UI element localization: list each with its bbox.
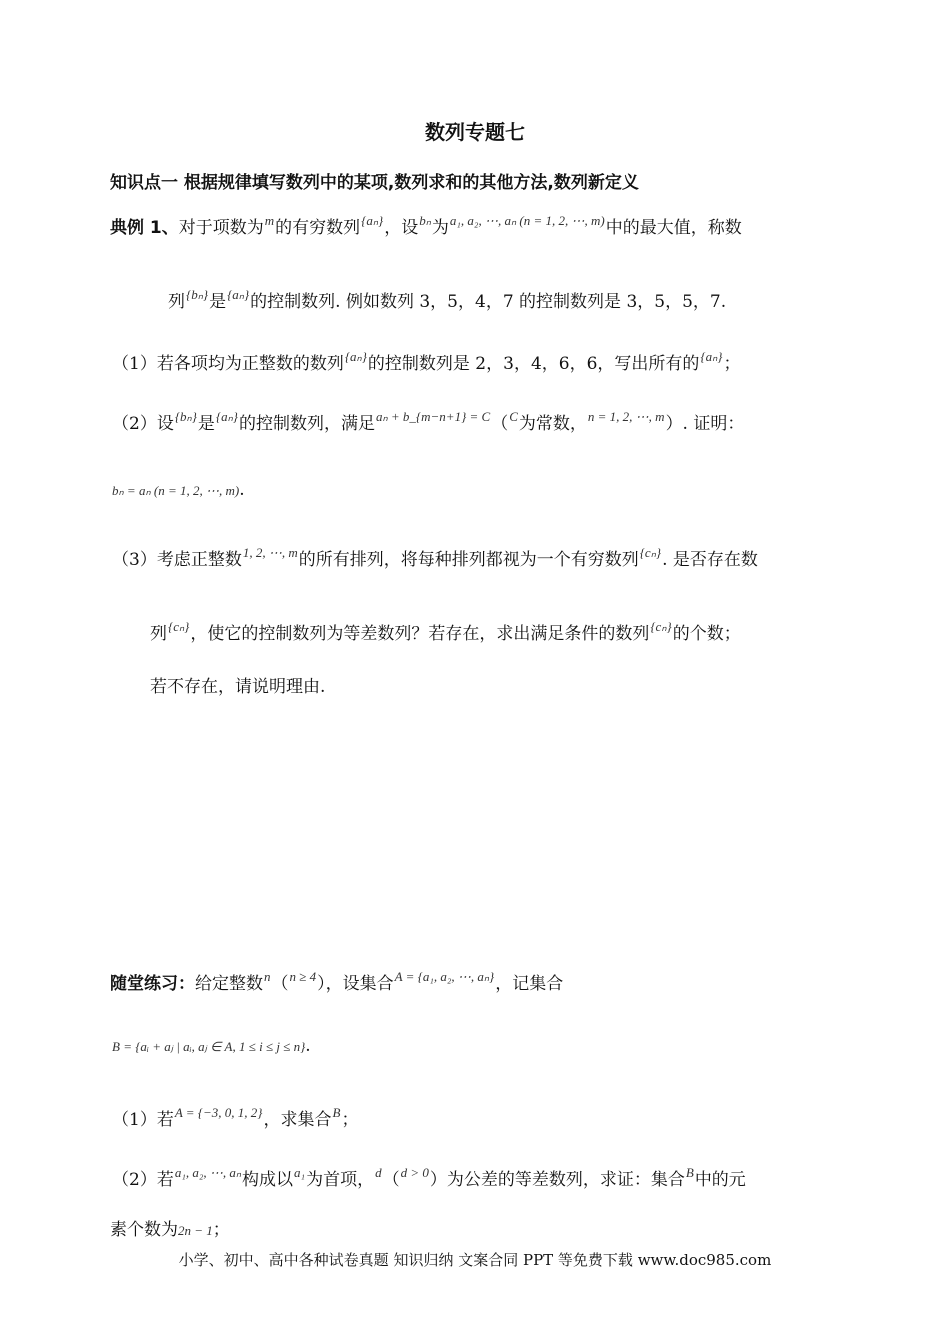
practice-question-1: （1）若$^{A = \{-3, 0, 1, 2\}}$，求集合$^B$； [112, 1105, 359, 1130]
question-2-line-1: （2）设$^{\{b_n\}}$是$^{\{a_n\}}$的控制数列，满足$^{a_n + b\_\{m-n+1\} = C}$（$^C$为常数，$^{n = 1, 2, \cdots, m}$）. 证明： [112, 409, 745, 434]
section-heading: 知识点一 根据规律填写数列中的某项,数列求和的其他方法,数列新定义 [110, 173, 639, 193]
example-line-2: 列$^{\{b_n\}}$是$^{\{a_n\}}$的控制数列. 例如数列 3，5，4，7 的控制数列是 3，5，5，7. [168, 287, 727, 312]
practice-line-1: 随堂练习：给定整数$^n$（$^{n \ge 4}$），设集合$^{A = \{a_1, a_2, \cdots, a_n\}}$，记集合 [110, 969, 564, 994]
example-label: 典例 1、 [110, 218, 179, 238]
question-1: （1）若各项均为正整数的数列$^{\{a_n\}}$的控制数列是 2，3，4，6，6，写出所有的$^{\{a_n\}}$； [112, 349, 741, 374]
question-2-line-2: bₙ = aₙ (n = 1, 2, ⋯, m). [112, 480, 245, 500]
question-3-line-3: 若不存在，请说明理由. [150, 677, 326, 697]
practice-label: 随堂练习： [110, 974, 195, 994]
practice-line-2: B = {aᵢ + aⱼ | aᵢ, aⱼ ∈ A, 1 ≤ i ≤ j ≤ n}. [112, 1036, 311, 1056]
footer-note: 小学、初中、高中各种试卷真题 知识归纳 文案合同 PPT 等免费下载 www.doc985.com [178, 1251, 772, 1269]
page-title: 数列专题七 [425, 120, 525, 144]
question-3-line-2: 列$^{\{c_n\}}$，使它的控制数列为等差数列？若存在，求出满足条件的数列$^{\{c_n\}}$的个数； [150, 619, 741, 644]
question-3-line-1: （3）考虑正整数$^{1, 2, \cdots, m}$的所有排列，将每种排列都视为一个有穷数列$^{\{c_n\}}$. 是否存在数 [112, 545, 758, 570]
practice-question-2-line-1: （2）若$^{a_1, a_2, \cdots, a_n}$构成以$^{a_1}$为首项，$^d$（$^{d > 0}$）为公差的等差数列，求证：集合$^B$中的元 [112, 1165, 746, 1190]
example-line-1: 典例 1、对于项数为$^m$的有穷数列$^{\{a_n\}}$，设$^{b_n}$为$^{a_1, a_2, \cdots, a_n (n = 1, 2, \cdots, m)}$中的最大值，称数 [110, 213, 742, 238]
practice-question-2-line-2: 素个数为2n − 1； [110, 1220, 230, 1240]
